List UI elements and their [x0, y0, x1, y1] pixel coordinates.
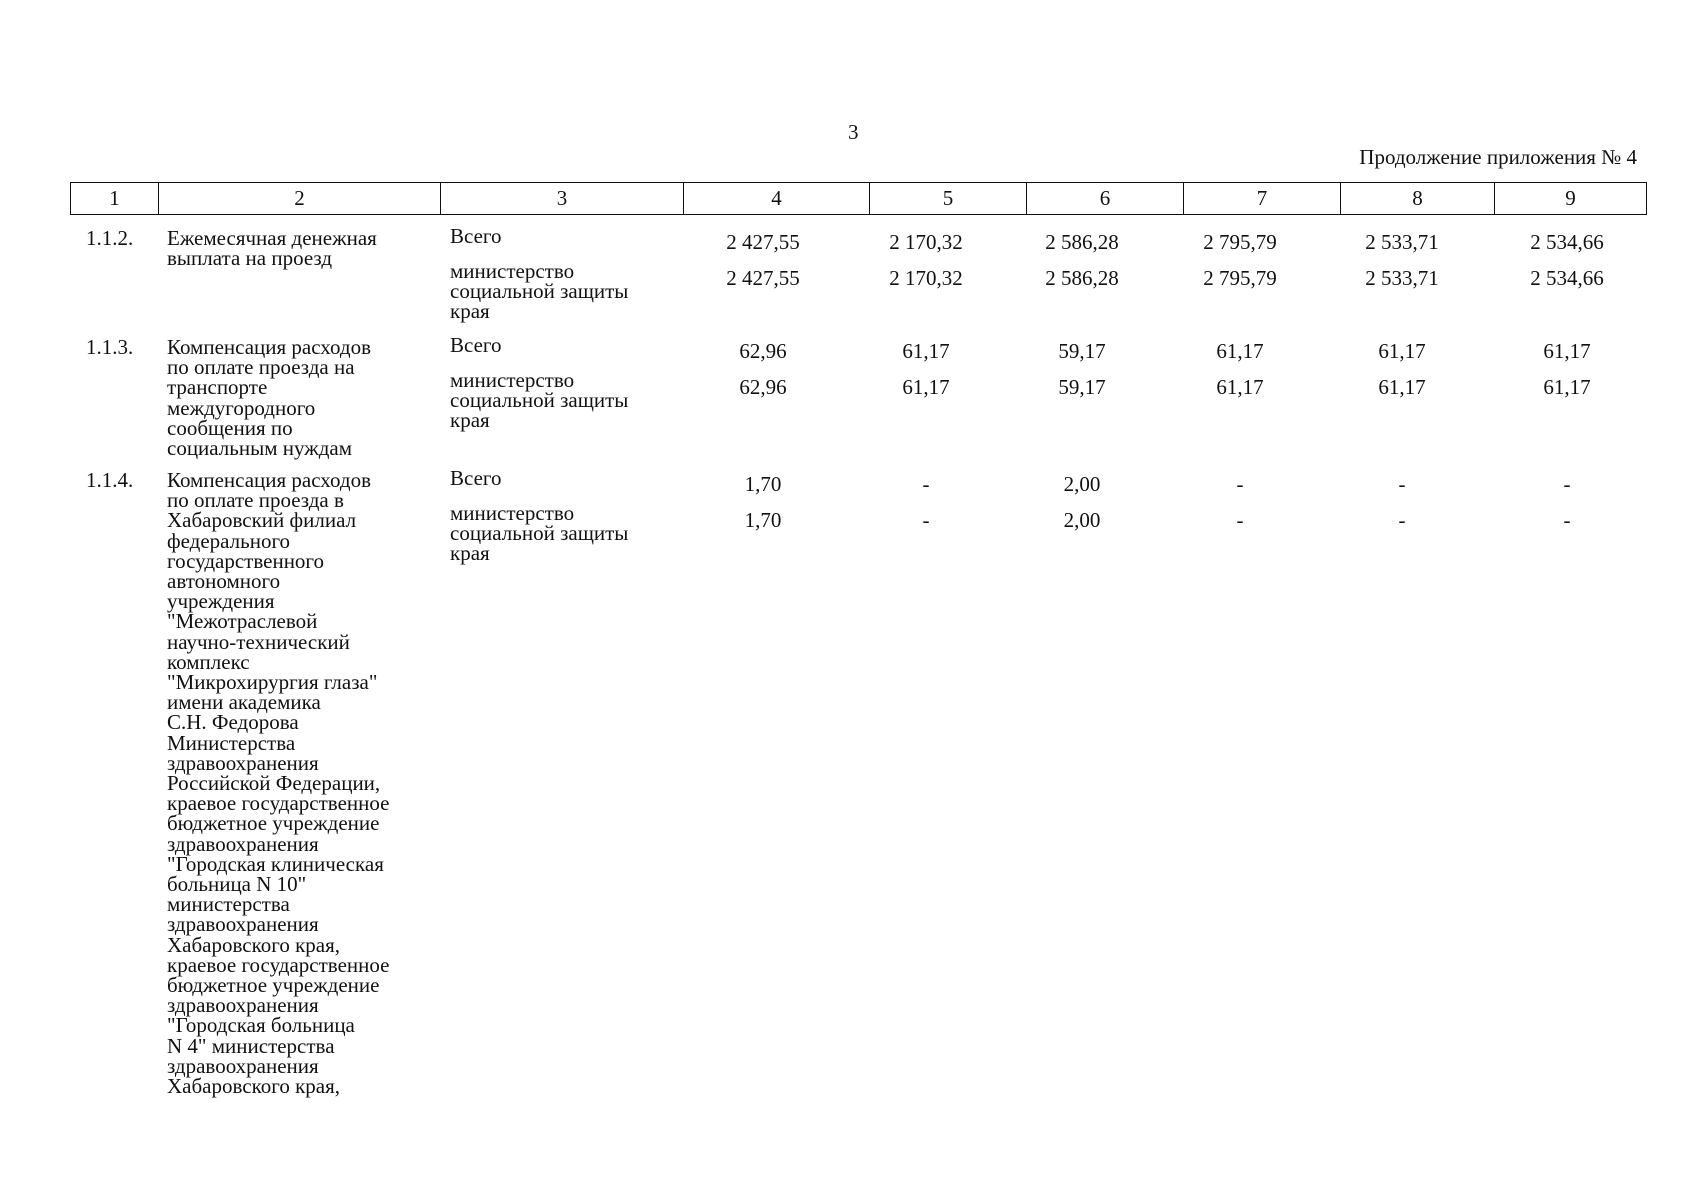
- value-col-9: 61,17: [1543, 339, 1591, 363]
- value-col-8: 2 533,71: [1365, 230, 1439, 254]
- row-number: 1.1.3.: [86, 335, 134, 359]
- value-col-7: 61,17: [1216, 375, 1264, 399]
- value-col-4: 1,70: [744, 508, 782, 532]
- column-header-8: 8: [1341, 183, 1495, 215]
- sub-row-label: министерство социальной защиты края: [450, 368, 629, 433]
- sub-row-ministry: [450, 261, 680, 322]
- value-col-9: 61,17: [1543, 375, 1591, 399]
- value-col-5: 2 170,32: [889, 230, 963, 254]
- sub-row-ministry: [450, 370, 680, 431]
- value-col-5: 61,17: [902, 375, 950, 399]
- value-col-4: 2 427,55: [726, 266, 800, 290]
- row-name: Ежемесячная денежная выплата на проезд: [167, 226, 377, 271]
- value-col-6: 2,00: [1063, 508, 1101, 532]
- sub-row-label: Всего: [450, 333, 502, 357]
- value-col-5: 2 170,32: [889, 266, 963, 290]
- column-header-2: 2: [159, 183, 441, 215]
- value-col-6: 59,17: [1058, 339, 1106, 363]
- value-col-8: 61,17: [1378, 339, 1426, 363]
- column-header-3: 3: [441, 183, 684, 215]
- value-col-4: 1,70: [744, 472, 782, 496]
- column-number-header: [70, 182, 1647, 215]
- column-header-5: 5: [870, 183, 1027, 215]
- value-col-4: 62,96: [739, 339, 787, 363]
- column-header-4: 4: [684, 183, 870, 215]
- sub-row-ministry: [450, 503, 680, 564]
- value-col-6: 2 586,28: [1045, 266, 1119, 290]
- value-col-7: 2 795,79: [1203, 230, 1277, 254]
- sub-row-label: Всего: [450, 224, 502, 248]
- column-header-1: 1: [71, 183, 159, 215]
- value-col-8: 2 533,71: [1365, 266, 1439, 290]
- sub-row-total: [450, 335, 680, 355]
- value-col-9: -: [1563, 508, 1571, 532]
- page-number: 3: [848, 120, 859, 144]
- value-col-7: -: [1236, 508, 1244, 532]
- value-col-6: 2 586,28: [1045, 230, 1119, 254]
- value-col-5: -: [922, 472, 930, 496]
- sub-row-total: [450, 468, 680, 488]
- row-number: 1.1.4.: [86, 468, 134, 492]
- sub-row-label: Всего: [450, 466, 502, 490]
- value-col-8: -: [1398, 472, 1406, 496]
- column-header-7: 7: [1184, 183, 1341, 215]
- value-col-5: 61,17: [902, 339, 950, 363]
- value-col-7: 61,17: [1216, 339, 1264, 363]
- sub-row-label: министерство социальной защиты края: [450, 501, 629, 566]
- value-col-4: 62,96: [739, 375, 787, 399]
- value-col-7: -: [1236, 472, 1244, 496]
- sub-row-total: [450, 226, 680, 246]
- value-col-9: -: [1563, 472, 1571, 496]
- row-name: Компенсация расходов по оплате проезда на транспорте междугородного сообщения по социальным нуждам: [167, 335, 371, 461]
- sub-row-label: министерство социальной защиты края: [450, 259, 629, 324]
- value-col-9: 2 534,66: [1530, 266, 1604, 290]
- continuation-label: Продолжение приложения № 4: [1359, 145, 1637, 169]
- value-col-8: -: [1398, 508, 1406, 532]
- value-col-6: 59,17: [1058, 375, 1106, 399]
- column-header-9: 9: [1495, 183, 1647, 215]
- column-header-6: 6: [1027, 183, 1184, 215]
- value-col-4: 2 427,55: [726, 230, 800, 254]
- value-col-8: 61,17: [1378, 375, 1426, 399]
- value-col-7: 2 795,79: [1203, 266, 1277, 290]
- value-col-5: -: [922, 508, 930, 532]
- row-number: 1.1.2.: [86, 226, 134, 250]
- value-col-9: 2 534,66: [1530, 230, 1604, 254]
- row-name: Компенсация расходов по оплате проезда в Хабаровский филиал федерального государственного автономного учреждения "Межотраслевой научно-технический комплекс "Микрохирургия глаза" имени академика С.Н. Федорова Министерства здравоохранения Российской Федерации, краевое государственное бюджетное учреждение здравоохранения "Городская клиническая больница N 10" министерства здравоохранения Хабаровского края, краевое государственное бюджетное учреждение здравоохранения "Городская больница N 4" министерства здравоохранения Хабаровского края,: [167, 468, 390, 1099]
- value-col-6: 2,00: [1063, 472, 1101, 496]
